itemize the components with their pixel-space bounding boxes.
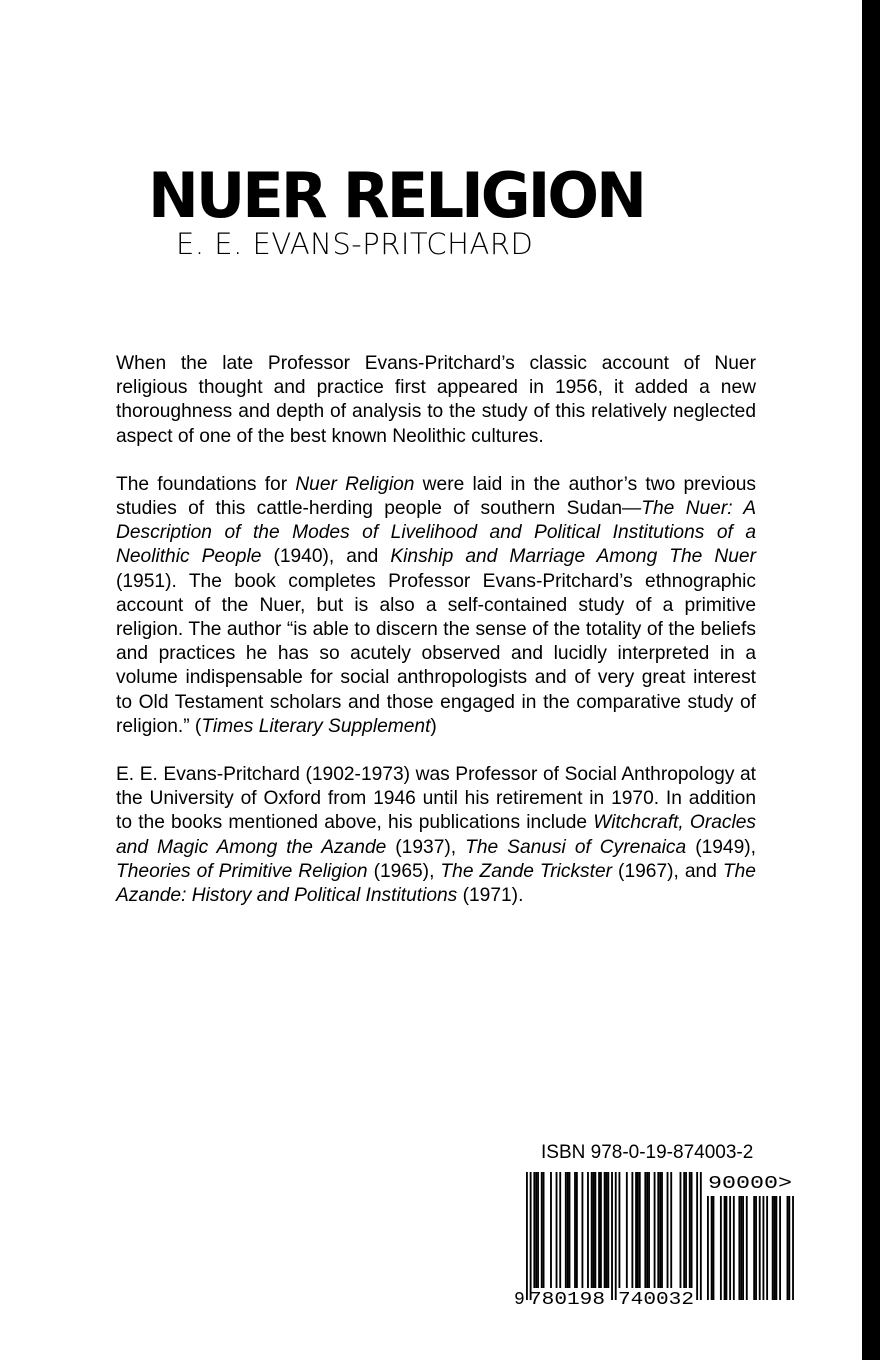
italic-title: Theories of Primitive Religion <box>116 860 368 882</box>
italic-title: Witchcraft, Oracles and Magic Among the Azande <box>116 812 757 858</box>
barcode-bar <box>685 1172 687 1288</box>
addon-bar <box>788 1196 790 1300</box>
barcode-bar <box>559 1172 561 1288</box>
guard-bar <box>530 1172 532 1300</box>
barcode-graphic <box>514 1170 800 1310</box>
guard-bar <box>526 1172 528 1300</box>
barcode-bar <box>567 1172 569 1288</box>
barcode-bar <box>606 1172 608 1288</box>
addon-bar <box>746 1196 748 1300</box>
text-run: (1965), <box>367 860 441 882</box>
italic-title: The Zande Trickster <box>440 860 613 882</box>
barcode-bar <box>582 1172 584 1288</box>
barcode-bar <box>680 1172 682 1288</box>
isbn-label: ISBN 978-0-19-874003-2 <box>541 1142 754 1163</box>
text-run: (1937), <box>386 836 466 858</box>
addon-bar <box>740 1196 742 1300</box>
barcode-bar <box>667 1172 669 1288</box>
barcode-bar <box>619 1172 621 1288</box>
book-title: NUER RELIGION <box>148 159 645 232</box>
barcode <box>514 1170 800 1310</box>
guard-bar <box>611 1172 613 1300</box>
barcode-bar <box>556 1172 558 1288</box>
barcode-bar <box>550 1172 552 1288</box>
barcode-right-digits: 740032 <box>618 1290 694 1310</box>
text-run: (1971). <box>457 885 524 907</box>
addon-bar <box>729 1196 731 1300</box>
barcode-bar <box>646 1172 648 1288</box>
barcode-bar <box>654 1172 656 1288</box>
text-run: (1951). The book completes Professor Evans-Pritchard’s ethnographic account of the Nuer, but is also a self-contained study of a primitive religion. The author “is able to discern the sense of the totality of the beliefs and practices he has so acutely observed and lucidly interpreted in a volume indispensable for social anthropologists and of very great interest to Old Testament scholars and those engaged in the comparative study of religion.” ( <box>116 570 756 737</box>
blurb-paragraph-3 <box>116 763 756 908</box>
addon-bar <box>759 1196 761 1300</box>
ean13-bars <box>526 1172 702 1300</box>
addon-bar <box>742 1196 744 1300</box>
addon-bar <box>772 1196 774 1300</box>
italic-title: The Azande: History and Political Institutions <box>116 860 756 907</box>
barcode-bar <box>593 1172 595 1288</box>
barcode-bar <box>659 1172 661 1288</box>
addon-bar <box>775 1196 777 1300</box>
barcode-bar <box>639 1172 641 1288</box>
addon-bar <box>779 1196 781 1300</box>
addon-bar <box>738 1196 740 1300</box>
text-run: (1967), and <box>612 860 723 882</box>
blurb-paragraph-2 <box>116 473 756 739</box>
addon-bar <box>792 1196 794 1300</box>
addon-bar <box>733 1196 735 1300</box>
guard-bar <box>696 1172 698 1300</box>
barcode-bar <box>635 1172 637 1288</box>
barcode-bar <box>569 1172 571 1288</box>
barcode-bar <box>537 1172 539 1288</box>
italic-title: Nuer Religion <box>295 473 415 495</box>
addon-bar <box>720 1196 722 1300</box>
addon-bar <box>711 1196 713 1300</box>
barcode-bar <box>576 1172 578 1288</box>
barcode-lead-digit: 9 <box>514 1290 525 1310</box>
barcode-bar <box>657 1172 659 1288</box>
blurb-paragraph-1: When the late Professor Evans-Pritchard’s classic account of Nuer religious thought and practice first appeared in 1956, it added a new thoroughness and depth of analysis to the study of this relatively neglected aspect of one of the best known Neolithic cultures. <box>116 353 756 447</box>
barcode-bar <box>607 1172 609 1288</box>
addon-bar <box>787 1196 789 1300</box>
text-run: ) <box>430 715 437 737</box>
barcode-bar <box>535 1172 537 1288</box>
barcode-addon-digits: 90000> <box>708 1174 792 1194</box>
barcode-bar <box>683 1172 685 1288</box>
addon-bar <box>755 1196 757 1300</box>
barcode-bar <box>648 1172 650 1288</box>
italic-title: The Sanusi of Cyrenaica <box>465 836 687 858</box>
addon-bar <box>753 1196 755 1300</box>
text-run: were laid in the author’s two previous studies of this cattle-herding people of southern Sudan— <box>116 473 756 520</box>
barcode-bar <box>670 1172 672 1288</box>
guard-bar <box>700 1172 702 1300</box>
italic-title: The Nuer: A Description of the Modes of Livelihood and Political Institutions of a Neolithic People <box>116 498 756 568</box>
guard-bar <box>615 1172 617 1300</box>
barcode-bar <box>565 1172 567 1288</box>
italic-title: Kinship and Marriage Among The Nuer <box>390 546 756 568</box>
barcode-bar <box>543 1172 545 1288</box>
addon-bar <box>713 1196 715 1300</box>
barcode-bar <box>574 1172 576 1288</box>
addon-bar <box>707 1196 709 1300</box>
barcode-left-digits: 780198 <box>529 1290 605 1310</box>
barcode-bar <box>591 1172 593 1288</box>
right-edge-strip <box>862 0 880 1360</box>
text-run: The foundations for <box>116 473 296 495</box>
barcode-bar <box>644 1172 646 1288</box>
barcode-bar <box>626 1172 628 1288</box>
barcode-bar <box>637 1172 639 1288</box>
barcode-bar <box>691 1172 693 1288</box>
barcode-bar <box>689 1172 691 1288</box>
italic-title: Times Literary Supplement <box>201 715 431 737</box>
text-run: (1949), <box>686 836 756 858</box>
text-run: E. E. Evans-Pritchard (1902-1973) was Professor of Social Anthropology at the University of Oxford from 1946 until his retirement in 1970. In addition to the books mentioned above, his publications include <box>116 764 756 834</box>
barcode-bar <box>598 1172 600 1288</box>
barcode-bar <box>533 1172 535 1288</box>
addon-bars <box>707 1196 794 1300</box>
blurb <box>116 352 756 908</box>
addon-bar <box>763 1196 765 1300</box>
book-author: E. E. EVANS-PRITCHARD <box>176 227 534 261</box>
barcode-bar <box>541 1172 543 1288</box>
addon-bar <box>766 1196 768 1300</box>
barcode-bar <box>661 1172 663 1288</box>
barcode-bar <box>600 1172 602 1288</box>
addon-bar <box>724 1196 726 1300</box>
addon-bar <box>774 1196 776 1300</box>
barcode-bar <box>631 1172 633 1288</box>
addon-bar <box>726 1196 728 1300</box>
text-run: (1940), and <box>261 546 391 568</box>
barcode-bar <box>587 1172 589 1288</box>
barcode-bar <box>604 1172 606 1288</box>
barcode-bar <box>594 1172 596 1288</box>
